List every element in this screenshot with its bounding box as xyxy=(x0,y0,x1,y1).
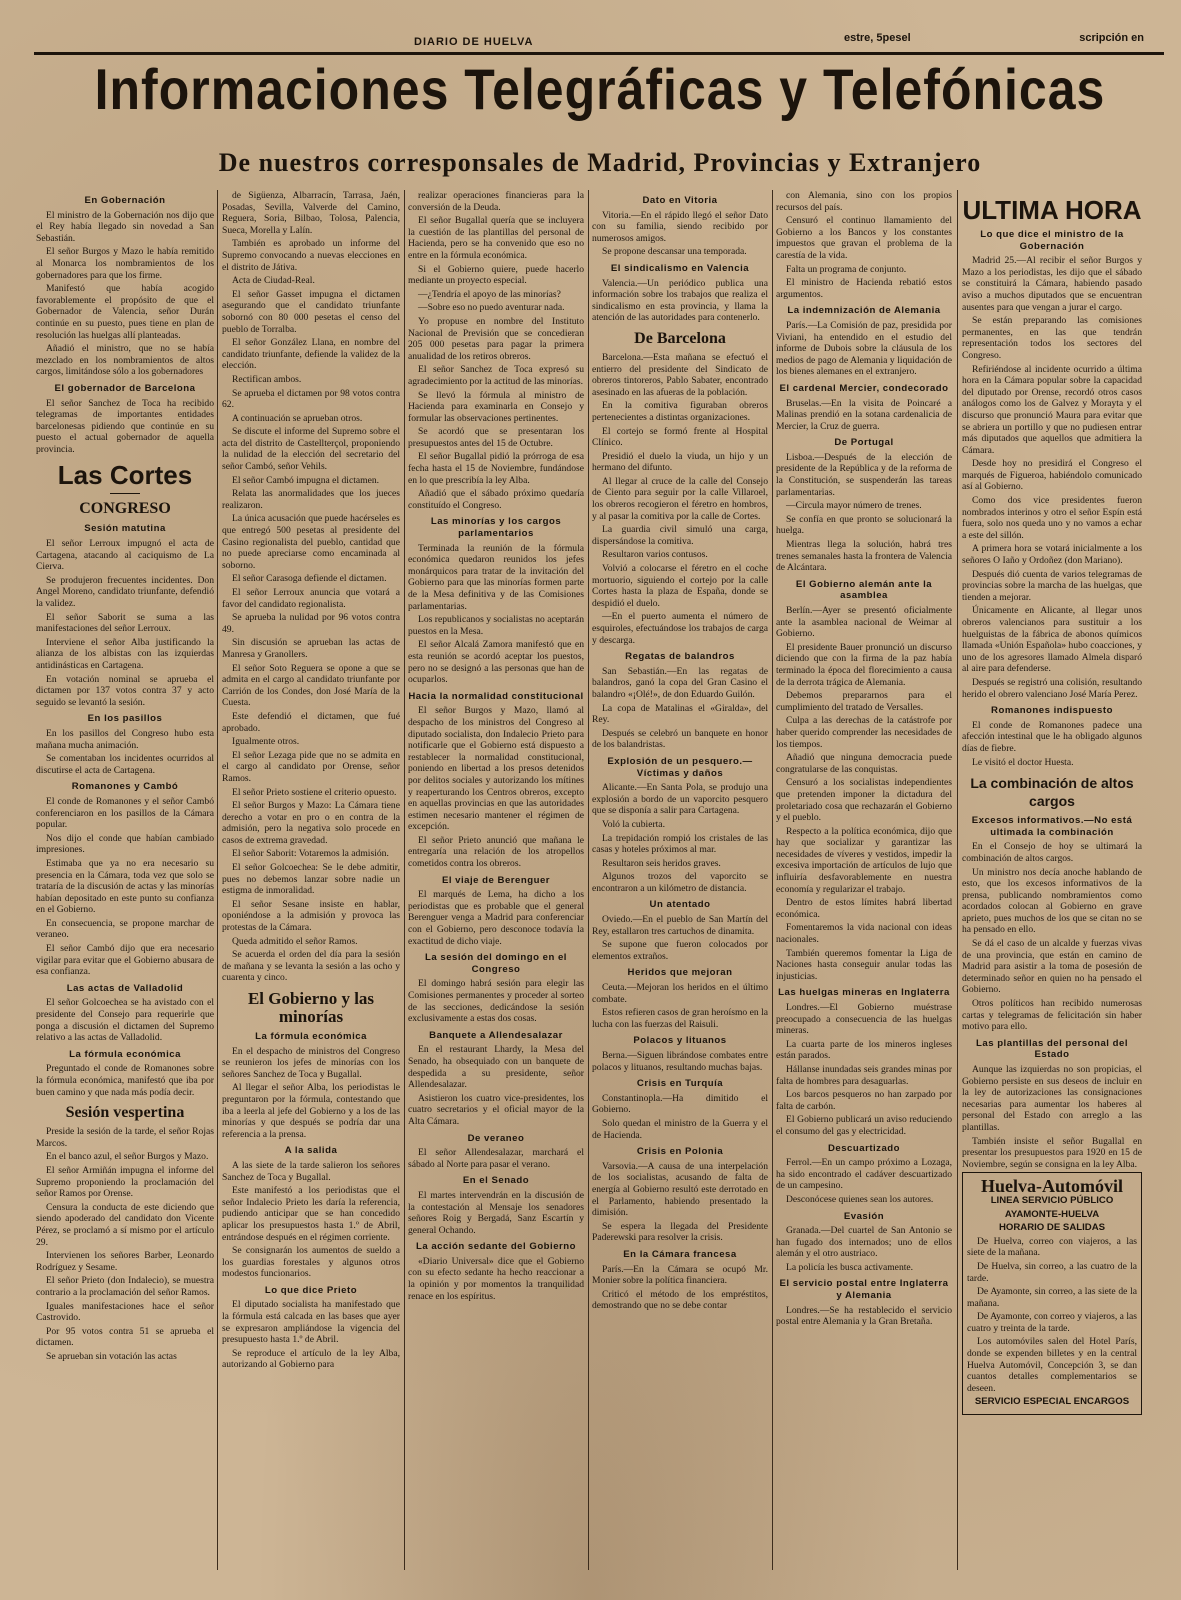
paragraph: —Circula mayor número de trenes. xyxy=(786,500,922,512)
section-heading: El sindicalismo en Valencia xyxy=(610,262,750,274)
paragraph: Respecto a la política económica, dijo que hay que socializar y garantizar las necesidades de víveres y vestidos, impedir la excesiva importación de artículos de lujo que influiría desfavorablemente en nuestra economía y regularizar el trabajo. xyxy=(776,825,952,895)
paragraph: El señor Bugallal pidió la prórroga de esa fecha hasta el 15 de Noviembre, fundándose en lo que prescribía la ley Alba. xyxy=(408,451,584,486)
paragraph: Se dá el caso de un alcalde y fuerzas vivas de una provincia, que están en camino de Madrid para asistir a la toma de posesión de determinado señor en quien no ha pensado el Gobierno. xyxy=(962,938,1142,996)
paragraph: Nos dijo el conde que habían cambiado impresiones. xyxy=(36,832,214,856)
paragraph: De Ayamonte, sin correo, a las siete de la mañana. xyxy=(967,1286,1137,1309)
las-cortes-heading: Las Cortes xyxy=(57,460,193,491)
paragraph: Madrid 25.—Al recibir el señor Burgos y Mazo a los periodistas, les dijo que el sábado se constituirá la Cámara, habiendo pasado aviso a muchos diputados que se encuentran ausentes para que vengan a jurar el cargo. xyxy=(962,255,1142,313)
paragraph: Otros políticos han recibido numerosas cartas y telegramas de felicitación sin haber motivo para ello. xyxy=(962,998,1142,1033)
paragraph: En los pasillos del Congreso hubo esta mañana mucha animación. xyxy=(36,727,214,751)
section-heading: Lo que dice el ministro de la Gobernación xyxy=(980,229,1124,252)
paragraph: A primera hora se votará inicialmente a los señores O Iaño y Ordoñez (don Mariano). xyxy=(962,543,1142,567)
paragraph: Iguales manifestaciones hace el señor Castrovido. xyxy=(36,1300,214,1324)
section-heading: Crisis en Turquía xyxy=(636,1078,724,1090)
section-heading: En la Cámara francesa xyxy=(623,1248,737,1260)
section-heading: Regatas de balandros xyxy=(625,651,735,663)
huelva-automovil-ad xyxy=(962,1172,1142,1415)
paragraph: La trepidación rompió los cristales de las casas y hoteles próximos al mar. xyxy=(592,832,768,856)
paragraph: Hállanse inundadas seis grandes minas por falta de hombres para desaguarlas. xyxy=(776,1063,952,1087)
column-5 xyxy=(776,190,952,1580)
section-heading: Explosión de un pesquero.—Víctimas y daños xyxy=(607,755,753,779)
column-divider xyxy=(772,190,773,1570)
paragraph: Varsovia.—A causa de una interpelación de los socialistas, acusando de falta de energía al Gobierno resultó este derrotado en el Parlamento, habiendo presentado la dimisión. xyxy=(592,1160,768,1219)
congreso-heading: CONGRESO xyxy=(79,500,171,518)
paragraph: También insiste el señor Bugallal en presentar los presupuestos para 1920 en 15 de Noviembre, según se consigna en la ley Alba. xyxy=(962,1135,1142,1170)
paragraph: Resultaron seis heridos graves. xyxy=(602,857,721,869)
paragraph: En el despacho de ministros del Congreso se reunieron los jefes de minorías con los señores Sanchez de Toca y Bugallal. xyxy=(222,1045,400,1080)
paragraph: realizar operaciones financieras para la conversión de la Deuda. xyxy=(408,190,584,213)
paragraph: Sin discusión se aprueban las actas de Manresa y Granollers. xyxy=(222,637,400,660)
paragraph: Acta de Ciudad-Real. xyxy=(232,275,315,287)
column-4 xyxy=(592,190,768,1580)
paragraph: El señor Burgos y Mazo le había remitido al Monarca los nombramientos de los gobernadores para que los firme. xyxy=(36,246,214,281)
paragraph: Intervienen los señores Barber, Leonardo Rodríguez y Sesame. xyxy=(36,1250,214,1273)
paragraph: Debemos prepararnos para el cumplimiento del tratado de Versalles. xyxy=(776,690,952,713)
paragraph: Yo propuse en nombre del Instituto Nacional de Previsión que se concedieran 205 000 pesetas para pagar la primera anualidad de los retiros obreros. xyxy=(408,315,584,362)
column-divider xyxy=(217,190,218,1570)
paragraph: Por 95 votos contra 51 se aprueba el dictamen. xyxy=(36,1325,214,1349)
paragraph: París.—En la Cámara se ocupó Mr. Monier sobre la política financiera. xyxy=(592,1263,768,1287)
paragraph: De Huelva, sin correo, a las cuatro de la tarde. xyxy=(967,1260,1137,1284)
section-heading: De veraneo xyxy=(467,1132,525,1144)
paragraph: El señor Lerroux impugnó el acta de Cartagena, atacando al caciquismo de La Cierva. xyxy=(36,538,214,573)
paragraph: El señor Golcoechea se ha avistado con el presidente del Consejo para requerirle que ponga a discusión el dictamen del Supremo relativo a las actas de Valladolid. xyxy=(36,997,214,1044)
paragraph: El señor Lerroux anuncia que votará a favor del candidato regionalista. xyxy=(222,587,400,610)
paragraph: El señor Cambó impugna el dictamen. xyxy=(232,474,380,486)
section-heading: El cardenal Mercier, condecorado xyxy=(779,382,949,394)
section-heading: Evasión xyxy=(843,1210,885,1222)
paragraph: El señor Prieto anunció que mañana le entregaría una relación de los atropellos cometidos contra los obreros. xyxy=(408,834,584,870)
paragraph: Bruselas.—En la visita de Poincaré a Malinas prendió en la sotana cardenalicia de Mercier, la Cruz de guerra. xyxy=(776,397,952,432)
section-heading: La sesión del domingo en el Congreso xyxy=(425,952,567,975)
section-heading: La acción sedante del Gobierno xyxy=(415,1241,576,1253)
paragraph: Únicamente en Alicante, al llegar unos obreros valencianos para sustituir a los huelguistas de la fábrica de abonos químicos llamada «Unión Española» hubo coacciones, y uno de los agresores llamado Almela disparó al aire para defenderse. xyxy=(962,605,1142,675)
paragraph: Presidió el duelo la viuda, un hijo y un hermano del difunto. xyxy=(592,450,768,474)
paragraph: Oviedo.—En el pueblo de San Martín del Rey, estallaron tres cartuchos de dinamita. xyxy=(592,914,768,937)
paragraph: A las siete de la tarde salieron los señores Sanchez de Toca y Bugallal. xyxy=(222,1159,400,1183)
paragraph: Al llegar el señor Alba, los periodistas le preguntaron por la fórmula, contestando que iba a leerla al jefe del Gobierno y a los de las minorías y que después se podría dar una referencia a la prensa. xyxy=(222,1082,400,1140)
paragraph: Asistieron los cuatro vice-presidentes, los cuatro secretarios y el oficial mayor de la Alta Cámara. xyxy=(408,1092,584,1127)
vespertina-heading: Sesión vespertina xyxy=(65,1104,185,1122)
paragraph: Criticó el método de los empréstitos, demostrando que no se debe contar xyxy=(592,1288,768,1312)
paragraph: El señor Prieto sostiene el criterio opuesto. xyxy=(232,786,397,798)
paragraph: Voló la cubierta. xyxy=(602,818,665,830)
paragraph: El señor Sanchez de Toca expresó su agradecimiento por la actitud de las minorías. xyxy=(408,364,584,387)
paragraph: El ministro de Hacienda rebatió estos argumentos. xyxy=(776,277,952,300)
paragraph: El señor Carasoga defiende el dictamen. xyxy=(232,573,387,585)
section-heading: Las actas de Valladolid xyxy=(66,982,184,994)
paragraph: Dentro de estos límites habrá libertad económica. xyxy=(776,897,952,920)
paragraph: El señor Sanchez de Toca ha recibido telegramas de importantes entidades barcelonesas pidiendo que continúe en su puesto el actual gobernador de aquella provincia. xyxy=(36,397,214,455)
paragraph: Después se registró una colisión, resultando herido el obrero valenciano José María Perez. xyxy=(962,676,1142,700)
paragraph: La policía les busca activamente. xyxy=(786,1261,914,1273)
paragraph: Estos refieren casos de gran heroísmo en la lucha con las fuerzas del Raisuli. xyxy=(592,1007,768,1030)
paragraph: El señor Sesane insiste en hablar, oponiéndose a la admisión y provoca las protestas de la Cámara. xyxy=(222,898,400,934)
section-heading: El viaje de Berenguer xyxy=(441,874,551,886)
paragraph: Se consignarán los aumentos de sueldo a los guardias forestales y algunos otros modestos funcionarios. xyxy=(222,1245,400,1280)
paragraph: Después dió cuenta de varios telegramas de provincias sobre la marcha de las huelgas, que tienden a mejorar. xyxy=(962,568,1142,603)
page-subtitle: De nuestros corresponsales de Madrid, Provincias y Extranjero xyxy=(218,148,982,177)
paragraph: En el restaurant Lhardy, la Mesa del Senado, ha obsequiado con un banquete de despedida a su presidente, señor Allendesalazar. xyxy=(408,1044,584,1091)
section-heading: Romanones indispuesto xyxy=(991,705,1113,717)
paragraph: Granada.—Del cuartel de San Antonio se han fugado dos internados; uno de ellos alemán y el otro austriaco. xyxy=(776,1225,952,1260)
paragraph: Si el Gobierno quiere, puede hacerlo mediante un proyecto especial. xyxy=(408,263,584,287)
paragraph: El martes intervendrán en la discusión de la contestación al Mensaje los senadores señores Roig y Bergadá, Sanz Escartín y general Ochando. xyxy=(408,1189,584,1236)
paragraph: Fomentaremos la vida nacional con ideas nacionales. xyxy=(776,922,952,946)
paragraph: En la comitiva figuraban obreros pertenecientes a distintas organizaciones. xyxy=(592,400,768,423)
paragraph: En el Consejo de hoy se ultimará la combinación de altos cargos. xyxy=(962,841,1142,864)
ad-footer: SERVICIO ESPECIAL ENCARGOS xyxy=(974,1396,1130,1408)
section-heading: Polacos y lituanos xyxy=(633,1035,727,1047)
column-divider xyxy=(588,190,589,1570)
paragraph: Preguntado el conde de Romanones sobre la fórmula económica, manifestó que iba por buen camino y que nada más podía decir. xyxy=(36,1063,214,1098)
paragraph: Relata las anormalidades que los jueces realizaron. xyxy=(222,488,400,511)
paragraph: —Sobre eso no puedo aventurar nada. xyxy=(418,302,565,314)
paragraph: Algunos trozos del vaporcito se encontraron a un kilómetro de distancia. xyxy=(592,871,768,894)
paragraph: Se llevó la fórmula al ministro de Hacienda para examinarla en Consejo y formular las observaciones pertinentes. xyxy=(408,389,584,424)
paragraph: —¿Tendría el apoyo de las minorías? xyxy=(418,288,561,300)
subscription-note: scripción en xyxy=(1079,32,1144,44)
paper-name: DIARIO DE HUELVA xyxy=(414,36,534,48)
paragraph: El señor Bugallal quería que se incluyera la cuestión de las plantillas del personal de Hacienda, pero se ha convenido que eso no entre en la fórmula económica. xyxy=(408,215,584,261)
paragraph: El señor Saborit: Votaremos la admisión. xyxy=(232,848,389,860)
paragraph: Censuró el continuo llamamiento del Gobierno a los Bancos y los constantes impuestos que gravan el problema de la carestía de la vida. xyxy=(776,215,952,261)
paragraph: También queremos fomentar la Liga de Naciones hasta conseguir anular todas las injusticias. xyxy=(776,947,952,982)
paragraph: La cuarta parte de los mineros ingleses están parados. xyxy=(776,1038,952,1062)
paragraph: El señor Allendesalazar, marchará el sábado al Norte para pasar el verano. xyxy=(408,1147,584,1170)
paragraph: Se espera la llegada del Presidente Paderewski para resolver la crisis. xyxy=(592,1220,768,1244)
paragraph: Después se celebró un banquete en honor de los balandristas. xyxy=(592,727,768,751)
paragraph: Ceuta.—Mejoran los heridos en el último combate. xyxy=(592,982,768,1005)
paragraph: El señor Golcoechea: Se le debe admitir, pues no debemos lanzar sobre nadie un estigma de inmoralidad. xyxy=(222,862,400,897)
paragraph: También es aprobado un informe del Supremo convocando a nuevas elecciones en el distrito de Játiva. xyxy=(222,238,400,273)
paragraph: El conde de Romanones padece una afección intestinal que le ha obligado algunos días de fiebre. xyxy=(962,719,1142,754)
paragraph: El presidente Bauer pronunció un discurso diciendo que con la firma de la paz había terminado la época del florecimiento a causa de la derrota trágica de Alemania. xyxy=(776,641,952,688)
section-heading: A la salida xyxy=(284,1145,338,1157)
paragraph: Constantinopla.—Ha dimitido el Gobierno. xyxy=(592,1092,768,1116)
page-title: Informaciones Telegráficas y Telefónicas xyxy=(94,57,1106,122)
paragraph: Refiriéndose al incidente ocurrido a última hora en la Cámara popular sobre la capacidad del diputado por Orense, recordó otros casos análogos como los de Galvez y Morayta y el discurso que pronunció Maura para evitar que se abriera un portillo y que no pudiesen entrar más diputados que aquellos que admitiera la Cámara. xyxy=(962,363,1142,456)
ad-line: AYAMONTE-HUELVA xyxy=(1004,1208,1100,1220)
paragraph: Se están preparando las comisiones permanentes, en las que tendrán representación todos los sectores del Congreso. xyxy=(962,315,1142,361)
paragraph: El señor Saborit se suma a las manifestaciones del señor Lerroux. xyxy=(36,611,214,635)
section-heading: Descuartizado xyxy=(827,1142,901,1154)
paragraph: —En el puerto aumenta el número de esquiroles, efectuándose los trabajos de carga y descarga. xyxy=(592,611,768,646)
combinacion-heading: La combinación de altos cargos xyxy=(970,775,1134,810)
section-heading: Heridos que mejoran xyxy=(627,967,733,979)
paragraph: El señor Armiñán impugna el informe del Supremo proponiendo la proclamación del señor Ramos por Orense. xyxy=(36,1164,214,1200)
paragraph: Se discute el informe del Supremo sobre el acta del distrito de Castellterçol, proponiendo la nulidad de la elección del secretario del señor Cambó, señor Vehils. xyxy=(222,426,400,473)
paragraph: Lisboa.—Después de la elección de presidente de la República y de la reforma de la Constitución, se suspenderán las tareas parlamentarias. xyxy=(776,451,952,498)
section-heading: El servicio postal entre Inglaterra y Alemania xyxy=(779,1278,949,1302)
paragraph: El señor Alcalá Zamora manifestó que en esta reunión se acordó aceptar los puestos, pero no se designó a las personas que han de ocuparlos. xyxy=(408,639,584,686)
issue-date: estre, 5pesel xyxy=(844,32,911,44)
paragraph: Alicante.—En Santa Pola, se produjo una explosión a bordo de un vaporcito pesquero que se disponía a salir para Cartagena. xyxy=(592,782,768,817)
paragraph: Berna.—Siguen librándose combates entre polacos y lituanos, resultando muchas bajas. xyxy=(592,1050,768,1073)
paragraph: Rectifican ambos. xyxy=(232,373,302,385)
paragraph: Se comentaban los incidentes ocurridos al discutirse el acta de Cartagena. xyxy=(36,753,214,776)
paragraph: Añadió que ninguna democracia puede congratularse de las conquistas. xyxy=(776,752,952,775)
section-heading: Romanones y Cambó xyxy=(71,781,179,793)
paragraph: El señor Soto Reguera se opone a que se admita en el cargo al candidato triunfante por Carrión de los Condes, don José María de la Cuesta. xyxy=(222,662,400,709)
paragraph: Se aprueba el dictamen por 98 votos contra 62. xyxy=(222,387,400,411)
paragraph: Se reproduce el artículo de la ley Alba, autorizando al Gobierno para xyxy=(222,1347,400,1371)
section-heading: Las huelgas mineras en Inglaterra xyxy=(778,987,950,999)
paragraph: con Alemania, sino con los propios recursos del país. xyxy=(776,190,952,213)
section-heading: En los pasillos xyxy=(87,713,163,725)
paragraph: Manifestó que había acogido favorablemente el propósito de que el Gobernador de Valencia, señor Durán continúe en su puesto, pues tiene en plan de resolución las huelgas allí planteadas. xyxy=(36,283,214,341)
paragraph: Barcelona.—Esta mañana se efectuó el entierro del presidente del Sindicato de obreros tintoreros, Pablo Sabater, encontrado asesinado en las afueras de la población. xyxy=(592,351,768,398)
paragraph: Se aprueba la nulidad por 96 votos contra 49. xyxy=(222,612,400,635)
section-heading: Hacia la normalidad constitucional xyxy=(408,690,584,702)
paragraph: Vitoria.—En el rápido llegó el señor Dato con su familia, siendo recibido por numerosos amigos. xyxy=(592,209,768,244)
paragraph: Ferrol.—En un campo próximo a Lozaga, ha sido encontrado el cadáver descuartizado de un campesino. xyxy=(776,1157,952,1192)
paragraph: Censuró a los socialistas independientes que pretenden imponer la dictadura del proletariado cosa que rechazarán el Gobierno y el pueblo. xyxy=(776,777,952,824)
paragraph: La única acusación que puede hacérseles es que entregó 500 pesetas al presidente del Casino regionalista del pueblo, cantidad que no puede apreciarse como encaminada al soborno. xyxy=(222,513,400,571)
paragraph: «Diario Universal» dice que el Gobierno con su efecto sedante ha hecho reaccionar a la opinión y por momentos la tranquilidad renace en los espíritus. xyxy=(408,1255,584,1302)
paragraph: A continuación se aprueban otros. xyxy=(232,412,363,424)
paragraph: Igualmente otros. xyxy=(232,736,300,748)
section-heading: De Portugal xyxy=(834,437,894,449)
column-1 xyxy=(36,190,214,1580)
paragraph: Los barcos pesqueros no han zarpado por falta de carbón. xyxy=(776,1089,952,1112)
paragraph: Al llegar al cruce de la calle del Consejo de Ciento para seguir por la calle Villaroel, los obreros recogieron el féretro en hombros, y al pasar la comitiva por la calle de Cortes. xyxy=(592,475,768,522)
section-heading: Excesos informativos.—No está ultimada la combinación xyxy=(971,815,1133,838)
paragraph: En votación nominal se aprueba el dictamen por 137 votos contra 37 y acto seguido se levantó la sesión. xyxy=(36,673,214,708)
paragraph: Se acordó que se presentaran los presupuestos antes del 15 de Octubre. xyxy=(408,426,584,449)
section-heading: En Gobernación xyxy=(84,195,166,206)
paragraph: Estimaba que ya no era necesario su presencia en la Cámara, toda vez que solo se trataría de la discusión de actas y las minorías habían depositado en este punto su confianza en el Gobierno. xyxy=(36,857,214,916)
section-heading: La indemnización de Alemania xyxy=(787,305,941,317)
paragraph: Este defendió el dictamen, que fué aprobado. xyxy=(222,710,400,734)
paragraph: La guardia civil simuló una carga, dispersándose la comitiva. xyxy=(592,524,768,547)
paragraph: El señor González Llana, en nombre del candidato triunfante, defiende la validez de la elección. xyxy=(222,337,400,372)
paragraph: El señor Cambó dijo que era necesario vigilar para evitar que el Gobierno abusara de esa confianza. xyxy=(36,943,214,978)
column-2 xyxy=(222,190,400,1580)
divider xyxy=(110,493,140,494)
paragraph: Desconócese quienes sean los autores. xyxy=(786,1193,934,1205)
section-heading: El gobernador de Barcelona xyxy=(54,382,196,394)
masthead-bar xyxy=(34,30,1164,55)
paragraph: Se aprueban sin votación las actas xyxy=(46,1350,177,1362)
column-6 xyxy=(962,190,1142,1580)
section-heading: Banquete a Allendesalazar xyxy=(429,1029,563,1041)
paragraph: Queda admitido el señor Ramos. xyxy=(232,935,358,947)
paragraph: El diputado socialista ha manifestado que la fórmula está calcada en las bases que ayer se expresaron ampliándose la vigencia del presupuesto hasta 1.º de Abril. xyxy=(222,1299,400,1346)
column-divider xyxy=(957,190,958,1570)
paragraph: Se produjeron frecuentes incidentes. Don Angel Moreno, candidato triunfante, defendió la validez. xyxy=(36,574,214,610)
ad-line: LINEA SERVICIO PÚBLICO xyxy=(990,1194,1114,1206)
paragraph: Se supone que fueron colocados por elementos extraños. xyxy=(592,939,768,962)
paragraph: Valencia.—Un periódico publica una información sobre los trabajos que realiza el sindicalismo en esta provincia, y llama la atención de las autoridades para contenerlo. xyxy=(592,277,768,324)
paragraph: El ministro de la Gobernación nos dijo que el Rey había llegado sin novedad a San Sebastián. xyxy=(36,209,214,244)
paragraph: Londres.—Se ha restablecido el servicio postal entre Alemania y la Gran Bretaña. xyxy=(776,1304,952,1328)
paragraph: Como dos vice presidentes fueron nombrados interinos y otro el señor Espín está fuera, solo nos queda uno y no vamos a echar a este del sillón. xyxy=(962,495,1142,541)
paragraph: Desde hoy no presidirá el Congreso el marqués de Figueroa, habiéndolo comunicado así al Gobierno. xyxy=(962,458,1142,493)
paragraph: París.—La Comisión de paz, presidida por Viviani, ha entendido en el estudio del informe de Dubois sobre la cláusula de los medios de pago de Alemania y liquidación de los bienes alemanes en el extranjero. xyxy=(776,319,952,378)
section-heading: La fórmula económica xyxy=(255,1031,367,1042)
paragraph: En el banco azul, el señor Burgos y Mazo. xyxy=(46,1151,209,1163)
paragraph: El señor Lezaga pide que no se admita en el cargo al candidato por Orense, señor Ramos. xyxy=(222,749,400,784)
paragraph: Preside la sesión de la tarde, el señor Rojas Marcos. xyxy=(36,1126,214,1149)
section-heading: Un atentado xyxy=(649,899,711,911)
paragraph: El señor Burgos y Mazo, llamó al despacho de los ministros del Congreso al diputado socialista, don Indalecio Prieto para notificarle que el Gobierno está dispuesto a restablecer la normalidad constitucional, poniendo en libertad a los presos detenidos por delitos sociales y autorizando los mítines y reaperturando los Centros obreros, excepto en aquellas provincias en que las autoridades estimen necesario mantener el régimen de excepción. xyxy=(408,705,584,833)
ad-title: Huelva-Automóvil xyxy=(981,1176,1123,1197)
paragraph: El domingo habrá sesión para elegir las Comisiones permanentes y proceder al sorteo de las secciones, dedicándose la sesión exclusivamente a estas dos cosas. xyxy=(408,978,584,1025)
paragraph: Falta un programa de conjunto. xyxy=(786,263,907,275)
paragraph: Volvió a colocarse el féretro en el coche mortuorio, siguiendo el cortejo por la calle Cortes hasta la plaza de España, donde se despidió el duelo. xyxy=(592,563,768,609)
section-heading: Las minorías y los cargos parlamentarios xyxy=(430,516,562,540)
paragraph: El señor Burgos y Mazo: La Cámara tiene derecho a votar en pro o en contra de la admisión, pero la negativa solo procede en casos de extrema gravedad. xyxy=(222,800,400,846)
paragraph: Mientras llega la solución, habrá tres trenes semanales hasta la frontera de Valencia de Alcántara. xyxy=(776,539,952,574)
paragraph: Berlín.—Ayer se presentó oficialmente ante la asamblea nacional de Weimar al Gobierno. xyxy=(776,605,952,640)
ad-line: HORARIO DE SALIDAS xyxy=(998,1222,1106,1234)
section-heading: Dato en Vitoria xyxy=(642,195,718,206)
paragraph: De Ayamonte, con correo y viajeros, a las cuatro y treinta de la tarde. xyxy=(967,1311,1137,1334)
paragraph: De Huelva, correo con viajeros, a las siete de la mañana. xyxy=(967,1235,1137,1259)
section-heading: En el Senado xyxy=(462,1175,530,1187)
paragraph: Se acuerda el orden del día para la sesión de mañana y se levanta la sesión a las ocho y cuarenta y cinco. xyxy=(222,949,400,984)
section-heading: Sesión matutina xyxy=(84,523,166,535)
paragraph: El cortejo se formó frente al Hospital Clínico. xyxy=(592,425,768,449)
paragraph: Este manifestó a los periodistas que el señor Indalecio Prieto les daría la referencia, pudiendo anticipar que se han concedido aplicar los presupuestos hasta 1.º de Abril, entrándose después en el régimen corriente. xyxy=(222,1185,400,1243)
section-heading: Lo que dice Prieto xyxy=(264,1284,358,1296)
section-heading: El Gobierno alemán ante la asamblea xyxy=(795,578,933,602)
section-heading: Crisis en Polonia xyxy=(636,1146,724,1158)
paragraph: El señor Gasset impugna el dictamen asegurando que el candidato triunfante sobornó con 80 000 pesetas el censo del pueblo de Torralba. xyxy=(222,288,400,335)
section-heading: Las plantillas del personal del Estado xyxy=(976,1037,1128,1061)
paragraph: Resultaron varios contusos. xyxy=(602,549,708,561)
paragraph: de Sigüenza, Albarracín, Tarrasa, Jaén, Posadas, Sevilla, Valverde del Camino, Reguera, Soria, Bilbao, Tolosa, Palencia, Sueca, Morella y Lalín. xyxy=(222,190,400,236)
paragraph: El Gobierno publicará un aviso reduciendo el consumo del gas y electricidad. xyxy=(776,1114,952,1137)
barcelona-heading: De Barcelona xyxy=(634,329,726,347)
paragraph: Los automóviles salen del Hotel París, donde se expenden billetes y en la central Huelva Automóvil, Concepción 3, se dan cuantos detalles complementarios se deseen. xyxy=(967,1336,1137,1394)
paragraph: Un ministro nos decía anoche hablando de esto, que los excesos informativos de la prensa, publicando nombramientos como acordados colocan al Gobierno en grave aprieto, pues muchos de los que se citan no se ha pensado en ello. xyxy=(962,866,1142,936)
paragraph: Añadió que el sábado próximo quedaría constituído el Congreso. xyxy=(408,488,584,511)
paragraph: El señor Prieto (don Indalecio), se muestra contrario a la proclamación del señor Ramos. xyxy=(36,1275,214,1298)
paragraph: Se propone descansar una temporada. xyxy=(602,246,747,258)
paragraph: Culpa a las derechas de la catástrofe por haber querido comprender las necesidades de los tiempos. xyxy=(776,715,952,750)
column-divider xyxy=(404,190,405,1570)
paragraph: El marqués de Lema, ha dicho a los periodistas que es probable que el general Berenguer venga a Madrid para conferenciar con el Gobierno, pero desconoce todavía la exactitud de dicho viaje. xyxy=(408,889,584,947)
paragraph: Añadió el ministro, que no se había mezclado en los nombramientos de altos cargos, limitándose sólo a los gobernadores xyxy=(36,343,214,378)
paragraph: Interviene el señor Alba justificando la alianza de los albistas con las izquierdas antidinásticas en Cartagena. xyxy=(36,636,214,671)
column-3 xyxy=(408,190,584,1580)
paragraph: El conde de Romanones y el señor Cambó conferenciaron en los pasillos de la Cámara popular. xyxy=(36,795,214,831)
paragraph: Terminada la reunión de la fórmula económica quedaron reunidos los jefes monárquicos para tratar de la invitación del Gobierno para que las minorías formen parte de la Mesa definitiva y de las Comisiones parlamentarias. xyxy=(408,542,584,612)
section-heading: La fórmula económica xyxy=(69,1048,181,1060)
paragraph: Le visitó el doctor Huesta. xyxy=(972,756,1074,768)
gobierno-minorias-heading: El Gobierno y las minorías xyxy=(247,989,375,1026)
ultima-hora-heading: ULTIMA HORA xyxy=(962,195,1142,225)
paragraph: Censura la conducta de este diciendo que siendo apoderado del candidato don Vicente Pérez, se proclamó a sí mismo por el artículo 29. xyxy=(36,1201,214,1248)
paragraph: Se confía en que pronto se solucionará la huelga. xyxy=(776,513,952,537)
paragraph: Los republicanos y socialistas no aceptarán puestos en la Mesa. xyxy=(408,614,584,637)
paragraph: Aunque las izquierdas no son propicias, el Gobierno persiste en sus deseos de incluir en la ley de autorizaciones las consignaciones necesarias para aumentar los haberes al personal del Estado con arreglo a las plantillas. xyxy=(962,1064,1142,1133)
paragraph: En consecuencia, se propone marchar de veraneo. xyxy=(36,917,214,941)
paragraph: Londres.—El Gobierno muéstrase preocupado a consecuencia de las huelgas mineras. xyxy=(776,1002,952,1037)
paragraph: La copa de Matalinas el «Giralda», del Rey. xyxy=(592,702,768,726)
paragraph: Solo quedan el ministro de la Guerra y el de Hacienda. xyxy=(592,1117,768,1141)
paragraph: San Sebastián.—En las regatas de balandros, ganó la copa del Gran Casino el balandro «¡Olé!», de don Eduardo Guilón. xyxy=(592,665,768,700)
